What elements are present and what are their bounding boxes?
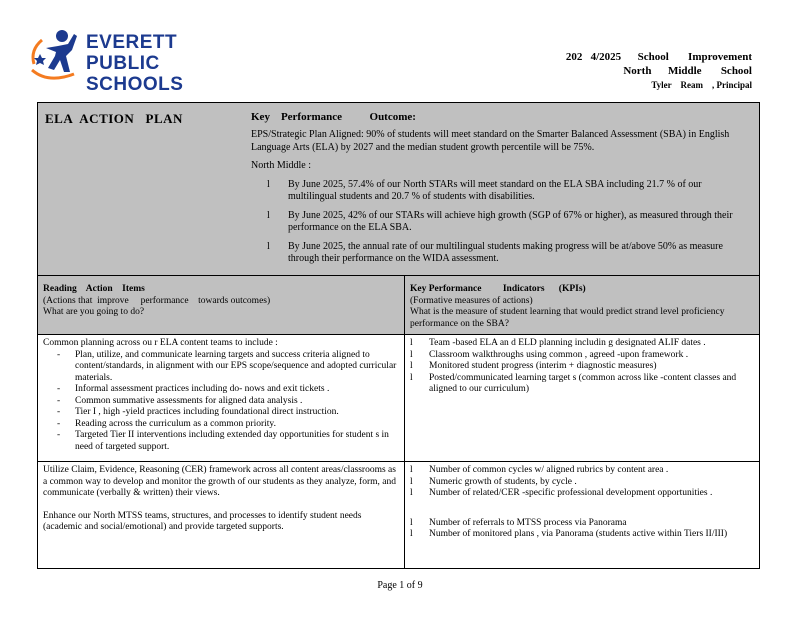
action-cell xyxy=(43,338,399,453)
logo-wordmark xyxy=(86,32,183,95)
plan-header xyxy=(566,50,752,92)
mtss-teams-text: Enhance our North MTSS teams, structures, and processes to identify student needs (academic and social/emotional) and provide targeted supports. xyxy=(43,510,362,532)
bullet-icon: l xyxy=(267,240,270,252)
list-item: l Number of monitored plans , via Panorama (students active within Tiers II/III) xyxy=(410,529,728,539)
kpi-list xyxy=(410,465,752,500)
bullet-icon: l xyxy=(410,361,413,371)
plan-title: ELA ACTION PLAN xyxy=(45,111,183,126)
bullet-icon: l xyxy=(410,476,413,487)
action-plan-table xyxy=(37,102,760,569)
table-row xyxy=(38,462,759,568)
action-cell xyxy=(43,465,399,534)
reading-action-items-header xyxy=(43,284,398,319)
list-item: l Monitored student progress (interim + diagnostic measures) xyxy=(410,361,657,371)
cer-framework-text: Utilize Claim, Evidence, Reasoning (CER) framework across all content areas/classrooms as a common way to develop and monitor the growth of our students as they analyze, form, and communicate (verbally & written) their views. xyxy=(43,465,396,498)
action-intro: Common planning across ou r ELA content teams to include : xyxy=(43,338,278,348)
bullet-icon: l xyxy=(267,178,270,190)
left-column-title: Reading Action Items xyxy=(43,284,145,294)
school-name: North Middle School xyxy=(623,65,752,77)
bullet-icon: l xyxy=(410,349,413,360)
kpi-header xyxy=(410,284,752,330)
logo-line-2: PUBLIC xyxy=(86,53,160,74)
table-row xyxy=(38,335,759,462)
right-column-sub2: What is the measure of student learning that would predict strand level proficiency performance on the SBA? xyxy=(410,307,725,329)
outcome-list xyxy=(251,179,751,266)
list-item: l Team -based ELA an d ELD planning includin g designated ALIF dates . xyxy=(410,338,706,348)
outcomes-body xyxy=(251,129,751,272)
school-label: North Middle : xyxy=(251,160,311,171)
list-item: l Number of related/CER -specific professional development opportunities . xyxy=(410,488,713,498)
logo-line-3: SCHOOLS xyxy=(86,74,184,95)
list-item: - Targeted Tier II interventions including extended day opportunities for student s in need of targeted support. xyxy=(57,430,389,452)
logo-line-1: EVERETT xyxy=(86,32,178,53)
right-column-sub1: (Formative measures of actions) xyxy=(410,295,533,306)
right-column-title: Key Performance Indicators (KPIs) xyxy=(410,284,586,294)
kpi-cell xyxy=(410,465,752,541)
list-item: l Classroom walkthroughs using common , agreed -upon framework . xyxy=(410,349,689,360)
list-item: - Reading across the curriculum as a common priority. xyxy=(57,418,276,429)
list-item: l Numeric growth of students, by cycle . xyxy=(410,476,577,487)
list-item: - Informal assessment practices including do- nows and exit tickets . xyxy=(57,384,330,394)
list-item: l By June 2025, 42% of our STARs will achieve high growth (SGP of 67% or higher), as measured through their performance on the ELA SBA. xyxy=(267,209,733,233)
bullet-icon: l xyxy=(410,338,413,348)
list-item: l Posted/communicated learning target s (common across like -content classes and aligned to our curriculum) xyxy=(410,372,737,394)
list-item: - Tier I , high -yield practices including foundational direct instruction. xyxy=(57,407,339,417)
bullet-icon: l xyxy=(267,209,270,221)
list-item: - Common summative assessments for aligned data analysis . xyxy=(57,395,303,406)
list-item: l Number of common cycles w/ aligned rubrics by content area . xyxy=(410,465,669,475)
bullet-icon: l xyxy=(410,465,413,475)
bullet-icon: l xyxy=(410,529,413,539)
list-item: l By June 2025, 57.4% of our North STARs will meet standard on the ELA SBA including 21.7 % of our multilingual students and 20.7 % of students with disabilities. xyxy=(267,178,702,202)
left-column-sub2: What are you going to do? xyxy=(43,307,145,317)
list-item: l Number of referrals to MTSS process via Panorama xyxy=(410,517,627,528)
left-column-sub1: (Actions that improve performance towards outcomes) xyxy=(43,295,271,306)
kpi-list xyxy=(410,518,752,541)
column-headers-row xyxy=(38,276,759,335)
bullet-icon: l xyxy=(410,517,413,528)
bullet-icon: l xyxy=(410,372,413,383)
district-logo xyxy=(28,24,188,95)
action-list xyxy=(43,350,399,454)
list-item: - Plan, utilize, and communicate learning targets and success criteria aligned to content/standards, in alignment with our EPS scope/sequence and adopted curricular materials. xyxy=(57,349,397,383)
plan-year-title: 202 4/2025 School Improvement xyxy=(565,51,752,63)
kpi-list xyxy=(410,338,752,396)
key-performance-outcome-label: Key Performance Outcome: xyxy=(251,111,416,123)
principal-name: Tyler Ream , Principal xyxy=(651,80,752,90)
outcomes-row xyxy=(38,103,759,276)
student-figure-icon xyxy=(28,24,88,88)
list-item: l By June 2025, the annual rate of our multilingual students making progress will be at/above 50% as measure through their performance on the WIDA assessment. xyxy=(267,240,723,264)
page-number: Page 1 of 9 xyxy=(377,580,423,591)
kpi-cell xyxy=(410,338,752,396)
eps-aligned-text: EPS/Strategic Plan Aligned: 90% of students will meet standard on the Smarter Balanced Assessment (SBA) in English Language Arts (ELA) by 2027 and the median student growth percentile will be 75%. xyxy=(251,129,730,153)
bullet-icon: l xyxy=(410,488,413,498)
